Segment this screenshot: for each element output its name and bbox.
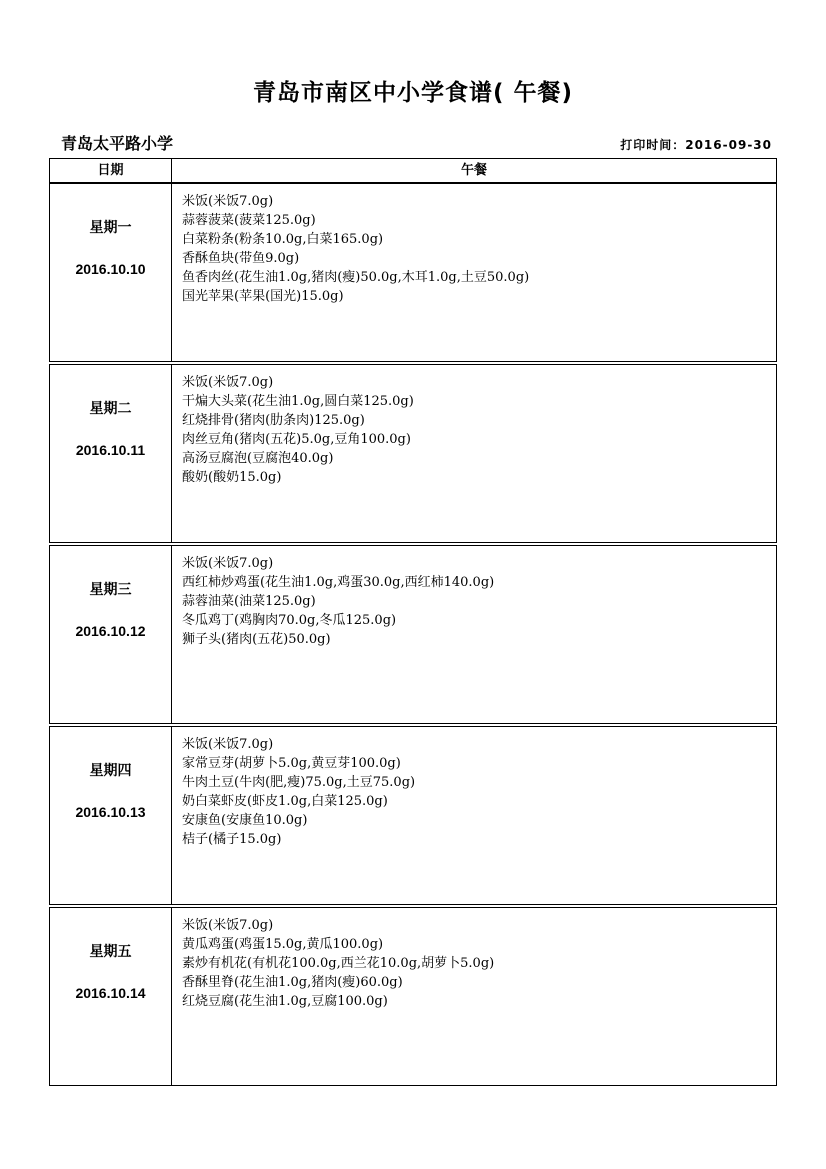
date-label: 2016.10.12 <box>75 623 146 639</box>
date-cell <box>50 365 172 542</box>
dish-item: 红烧豆腐(花生油1.0g,豆腐100.0g) <box>182 994 388 1009</box>
dish-item: 狮子头(猪肉(五花)50.0g) <box>182 632 331 647</box>
weekday-label: 星期一 <box>89 220 132 236</box>
dish-item: 米饭(米饭7.0g) <box>182 737 274 752</box>
header-date: 日期 <box>50 159 172 182</box>
page-title: 青岛市南区中小学食谱( 午餐) <box>252 80 574 106</box>
dish-item: 冬瓜鸡丁(鸡胸肉70.0g,冬瓜125.0g) <box>182 613 397 628</box>
dish-item: 蒜蓉油菜(油菜125.0g) <box>182 594 316 609</box>
school-name: 青岛太平路小学 <box>61 134 174 153</box>
dish-item: 干煸大头菜(花生油1.0g,圆白菜125.0g) <box>182 394 414 409</box>
dish-item: 家常豆芽(胡萝卜5.0g,黄豆芽100.0g) <box>182 756 401 771</box>
dish-item: 西红柿炒鸡蛋(花生油1.0g,鸡蛋30.0g,西红柿140.0g) <box>182 575 495 590</box>
weekday-label: 星期五 <box>89 944 132 960</box>
menu-list <box>182 735 770 849</box>
dish-item: 米饭(米饭7.0g) <box>182 194 274 209</box>
dish-item: 香酥鱼块(带鱼9.0g) <box>182 251 300 266</box>
dish-item: 米饭(米饭7.0g) <box>182 918 274 933</box>
day-row-friday <box>49 907 777 1086</box>
menu-list <box>182 554 770 649</box>
dish-item: 安康鱼(安康鱼10.0g) <box>182 813 308 828</box>
print-time: 打印时间：2016-09-30 <box>620 138 772 152</box>
table-header <box>49 158 777 183</box>
menu-list <box>182 373 770 487</box>
date-cell <box>50 908 172 1085</box>
header-lunch: 午餐 <box>460 163 487 178</box>
dish-item: 国光苹果(苹果(国光)15.0g) <box>182 289 344 304</box>
dish-item: 红烧排骨(猪肉(肋条肉)125.0g) <box>182 413 365 428</box>
date-label: 2016.10.11 <box>75 442 146 458</box>
dish-item: 米饭(米饭7.0g) <box>182 556 274 571</box>
dish-item: 香酥里脊(花生油1.0g,猪肉(瘦)60.0g) <box>182 975 403 990</box>
weekday-label: 星期二 <box>89 401 132 417</box>
date-cell <box>50 727 172 904</box>
day-row-thursday <box>49 726 777 905</box>
menu-list <box>182 192 770 306</box>
dish-item: 蒜蓉菠菜(菠菜125.0g) <box>182 213 316 228</box>
day-row-monday <box>49 183 777 362</box>
weekday-label: 星期四 <box>89 763 132 779</box>
dish-item: 素炒有机花(有机花100.0g,西兰花10.0g,胡萝卜5.0g) <box>182 956 495 971</box>
dish-item: 桔子(橘子15.0g) <box>182 832 282 847</box>
dish-item: 鱼香肉丝(花生油1.0g,猪肉(瘦)50.0g,木耳1.0g,土豆50.0g) <box>182 270 530 285</box>
dish-item: 肉丝豆角(猪肉(五花)5.0g,豆角100.0g) <box>182 432 411 447</box>
dish-item: 高汤豆腐泡(豆腐泡40.0g) <box>182 451 334 466</box>
dish-item: 米饭(米饭7.0g) <box>182 375 274 390</box>
day-row-wednesday <box>49 545 777 724</box>
dish-item: 黄瓜鸡蛋(鸡蛋15.0g,黄瓜100.0g) <box>182 937 384 952</box>
date-label: 2016.10.13 <box>75 804 146 820</box>
weekday-label: 星期三 <box>89 582 132 598</box>
day-row-tuesday <box>49 364 777 543</box>
menu-list <box>182 916 770 1011</box>
date-label: 2016.10.14 <box>75 985 146 1001</box>
dish-item: 奶白菜虾皮(虾皮1.0g,白菜125.0g) <box>182 794 388 809</box>
date-cell <box>50 184 172 361</box>
date-label: 2016.10.10 <box>75 261 146 277</box>
dish-item: 牛肉土豆(牛肉(肥,瘦)75.0g,土豆75.0g) <box>182 775 416 790</box>
dish-item: 白菜粉条(粉条10.0g,白菜165.0g) <box>182 232 384 247</box>
dish-item: 酸奶(酸奶15.0g) <box>182 470 282 485</box>
date-cell <box>50 546 172 723</box>
